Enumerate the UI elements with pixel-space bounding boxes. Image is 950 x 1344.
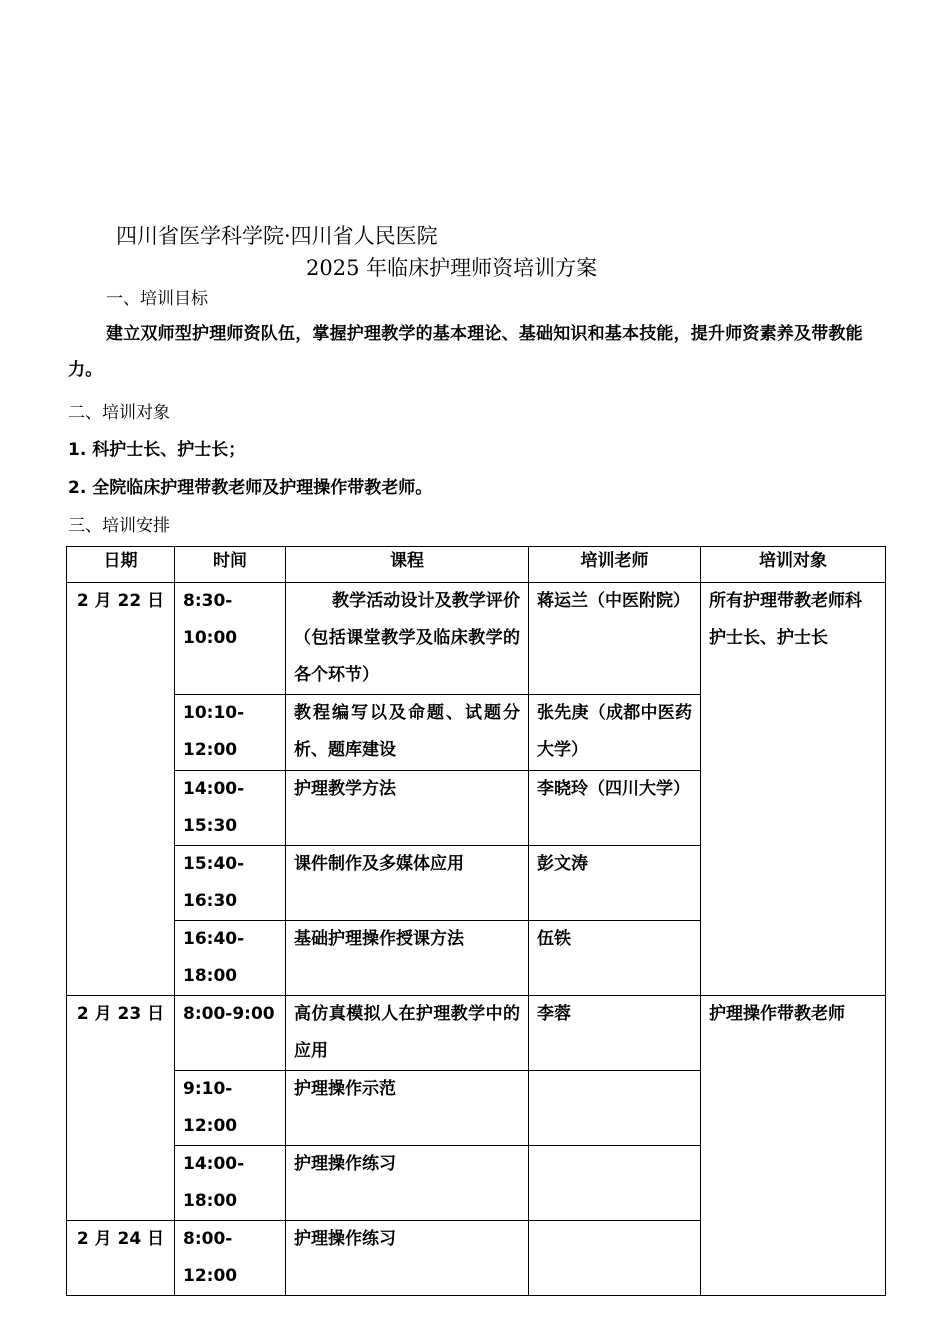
header-target: 培训对象: [701, 547, 886, 583]
audience-item-1: 1. 科护士长、护士长；: [68, 440, 246, 460]
section-heading-audience: 二、培训对象: [68, 403, 170, 423]
date-cell: 2 月 24 日: [67, 1221, 175, 1296]
table-header-row: [67, 547, 886, 583]
time-cell: 14:00-18:00: [175, 1146, 286, 1221]
teacher-cell: 彭文涛: [529, 846, 701, 921]
teacher-cell: 张先庚（成都中医药大学）: [529, 695, 701, 771]
header-time: 时间: [175, 547, 286, 583]
audience-item-2: 2. 全院临床护理带教老师及护理操作带教老师。: [68, 478, 433, 498]
time-cell: 10:10-12:00: [175, 695, 286, 771]
time-cell: 16:40-18:00: [175, 921, 286, 996]
course-cell: 教学活动设计及教学评价（包括课堂教学及临床教学的各个环节）: [286, 583, 529, 695]
course-cell: 护理操作练习: [286, 1221, 529, 1296]
course-cell: 教程编写以及命题、试题分析、题库建设: [286, 695, 529, 771]
course-cell: 护理操作示范: [286, 1071, 529, 1146]
time-cell: 8:30-10:00: [175, 583, 286, 695]
date-cell: 2 月 22 日: [67, 583, 175, 996]
teacher-cell: 蒋运兰（中医附院）: [529, 583, 701, 695]
teacher-cell: [529, 1071, 701, 1146]
course-cell: 高仿真模拟人在护理教学中的应用: [286, 996, 529, 1071]
section-heading-schedule: 三、培训安排: [68, 516, 170, 536]
teacher-cell: [529, 1221, 701, 1296]
document-title-line1: 四川省医学科学院·四川省人民医院: [116, 224, 438, 248]
time-cell: 9:10-12:00: [175, 1071, 286, 1146]
target-cell: 护理操作带教老师: [701, 996, 886, 1296]
document-title-line2: 2025 年临床护理师资培训方案: [306, 256, 598, 280]
header-date: 日期: [67, 547, 175, 583]
time-cell: 8:00-12:00: [175, 1221, 286, 1296]
time-cell: 14:00-15:30: [175, 771, 286, 846]
course-cell: 基础护理操作授课方法: [286, 921, 529, 996]
table-row: [67, 996, 886, 1071]
course-cell: 课件制作及多媒体应用: [286, 846, 529, 921]
teacher-cell: [529, 1146, 701, 1221]
target-cell: 所有护理带教老师科护士长、护士长: [701, 583, 886, 996]
time-cell: 8:00-9:00: [175, 996, 286, 1071]
section-heading-goal: 一、培训目标: [106, 289, 208, 309]
teacher-cell: 伍铁: [529, 921, 701, 996]
course-cell: 护理教学方法: [286, 771, 529, 846]
time-cell: 15:40-16:30: [175, 846, 286, 921]
teacher-cell: 李蓉: [529, 996, 701, 1071]
header-course: 课程: [286, 547, 529, 583]
date-cell: 2 月 23 日: [67, 996, 175, 1221]
goal-paragraph: 建立双师型护理师资队伍，掌握护理教学的基本理论、基础知识和基本技能，提升师资素养及带教能力。: [68, 324, 863, 380]
schedule-table: [66, 546, 886, 1296]
teacher-cell: 李晓玲（四川大学）: [529, 771, 701, 846]
header-teacher: 培训老师: [529, 547, 701, 583]
course-cell: 护理操作练习: [286, 1146, 529, 1221]
table-row: [67, 583, 886, 695]
